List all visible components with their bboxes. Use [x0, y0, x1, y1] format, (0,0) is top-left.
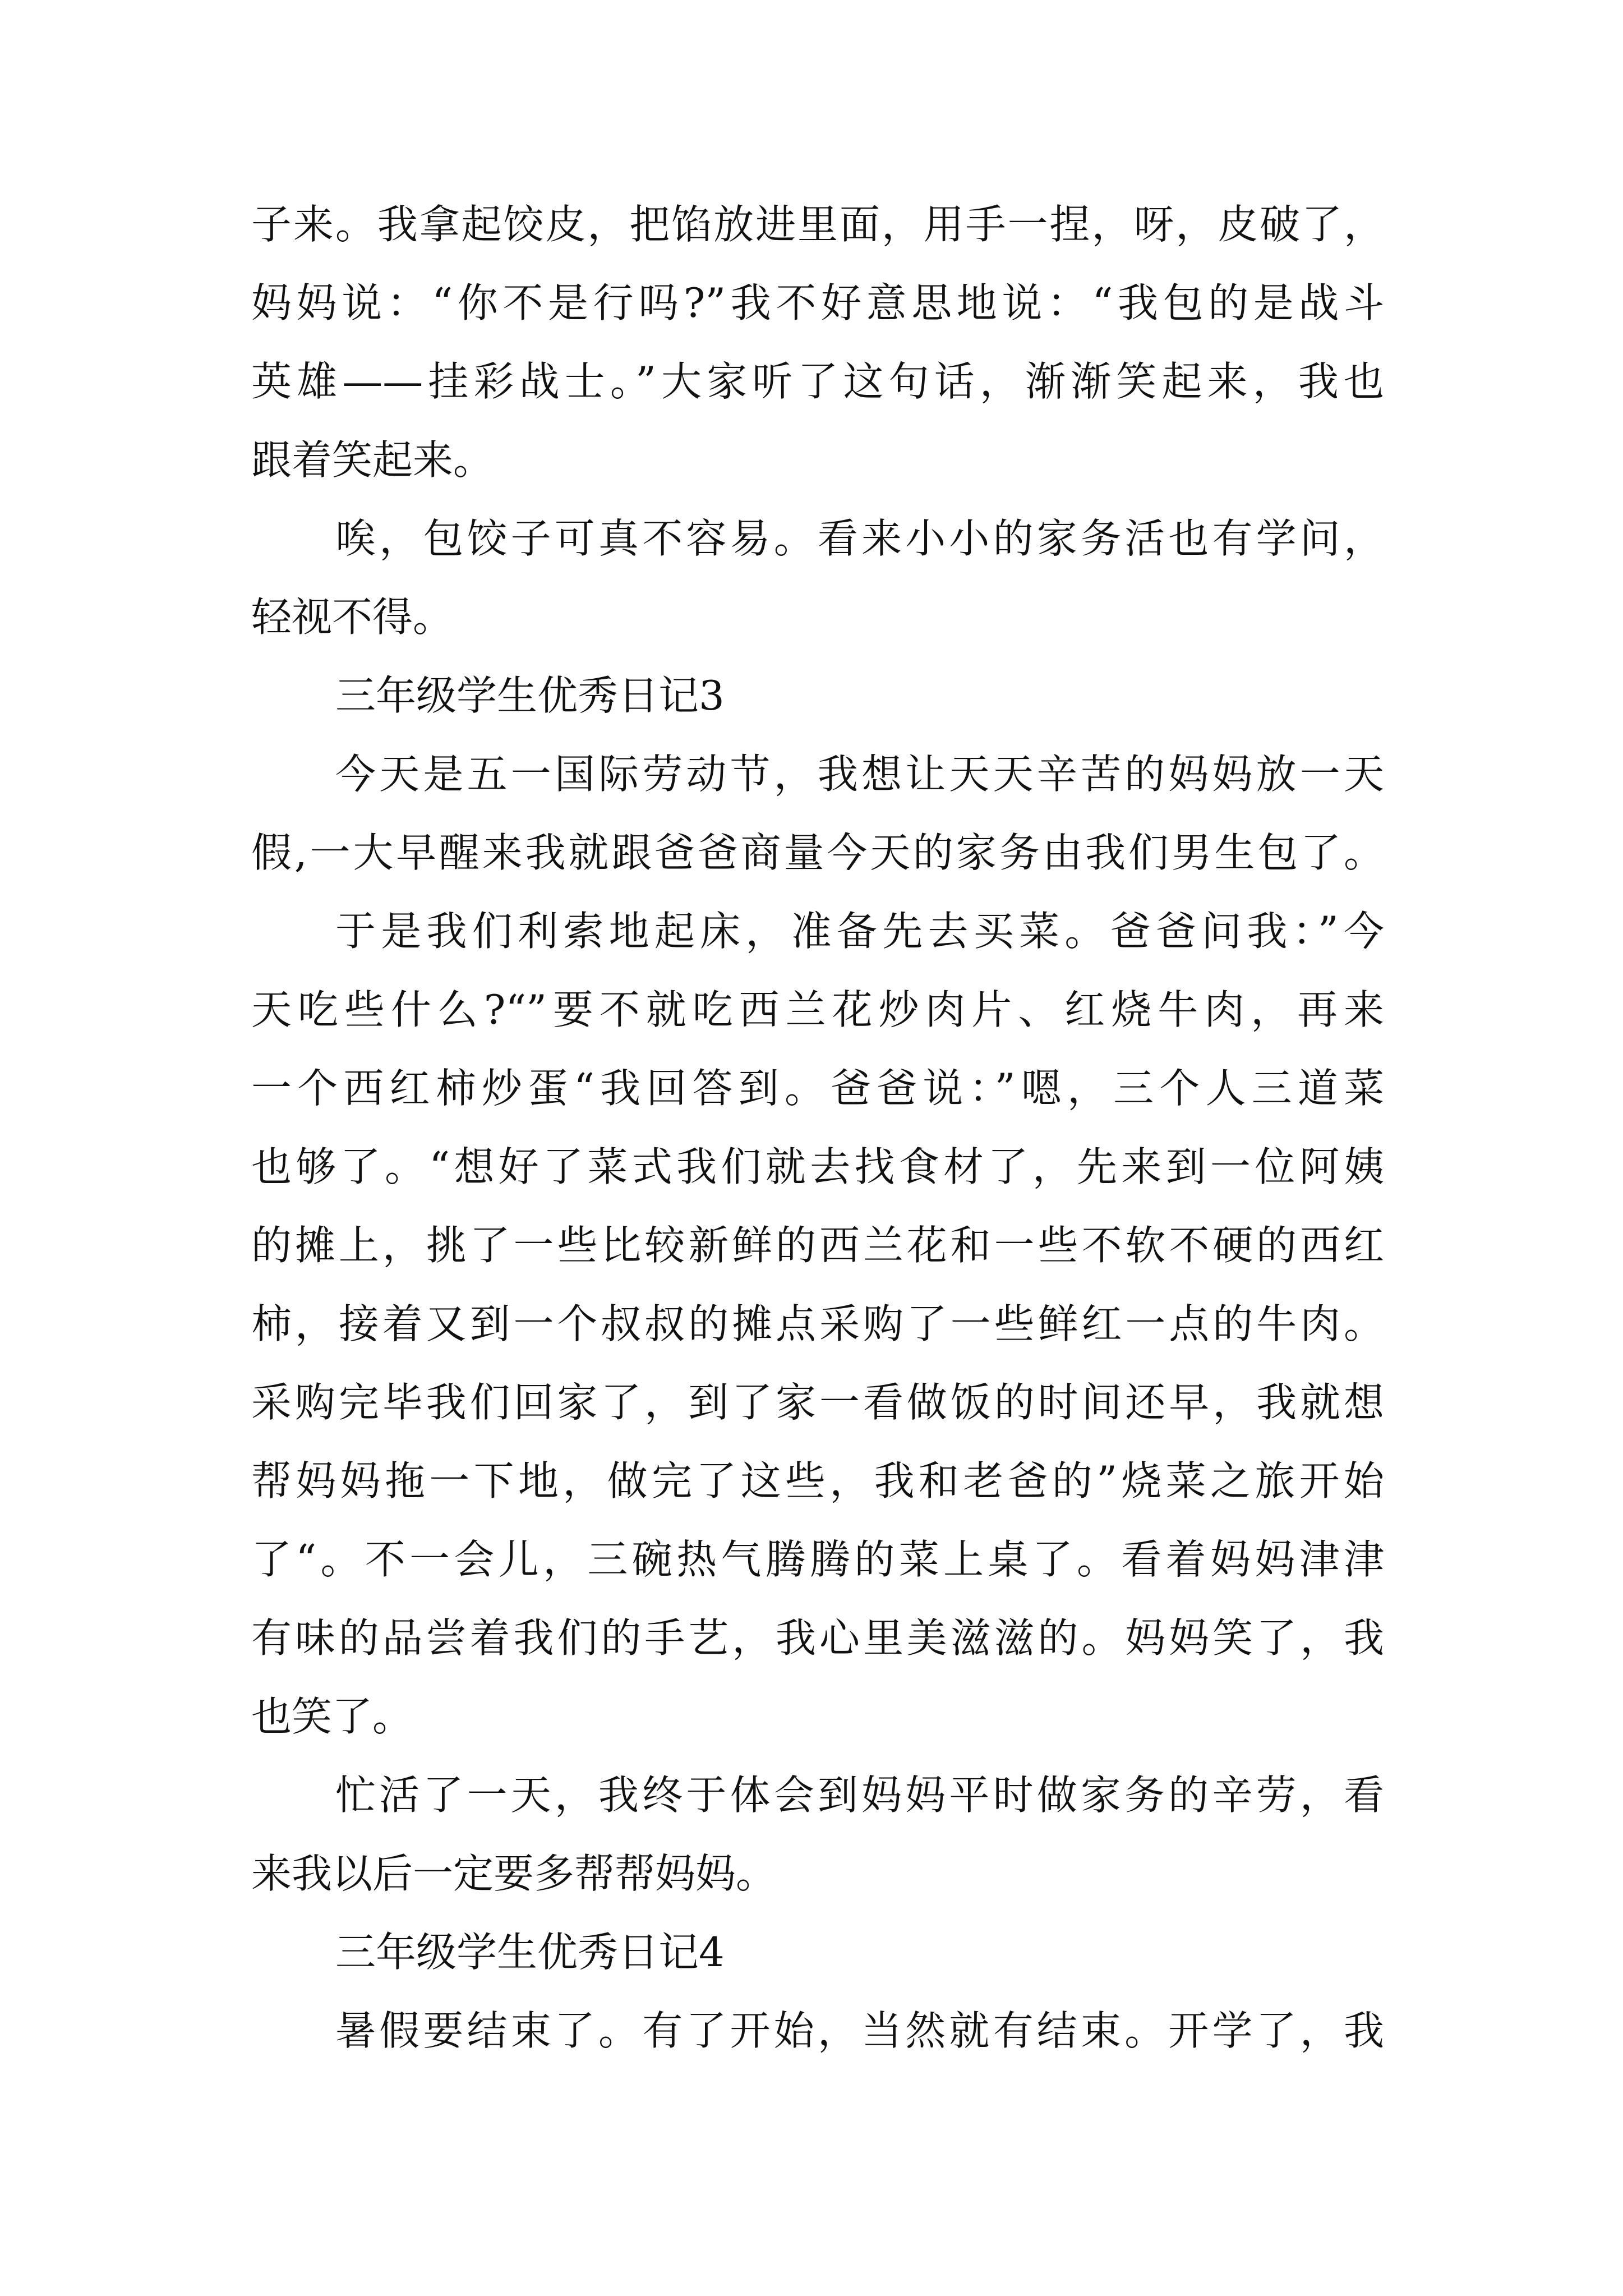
text-line: 来我以后一定要多帮帮妈妈。	[251, 1850, 777, 1897]
text-line: 今天是五一国际劳动节，我想让天天辛苦的妈妈放一天	[335, 751, 1384, 798]
text-line: 天吃些什么?“”要不就吃西兰花炒肉片、红烧牛肉，再来	[251, 986, 1384, 1033]
text-line: 跟着笑起来。	[251, 436, 494, 484]
text-line: 妈妈说：“你不是行吗?”我不好意思地说：“我包的是战斗	[251, 279, 1384, 326]
text-line: 一个西红柿炒蛋“我回答到。爸爸说：”嗯，三个人三道菜	[251, 1065, 1384, 1112]
text-line: 有味的品尝着我们的手艺，我心里美滋滋的。妈妈笑了，我	[251, 1614, 1384, 1662]
text-line: 帮妈妈拖一下地，做完了这些，我和老爸的”烧菜之旅开始	[251, 1457, 1384, 1504]
text-line: 柿，接着又到一个叔叔的摊点采购了一些鲜红一点的牛肉。	[251, 1300, 1384, 1347]
text-line: 子来。我拿起饺皮，把馅放进里面，用手一捏，呀，皮破了，	[251, 201, 1384, 248]
text-line: 忙活了一天，我终于体会到妈妈平时做家务的辛劳，看	[335, 1772, 1384, 1819]
section-heading: 三年级学生优秀日记4	[335, 1929, 725, 1976]
text-line: 于是我们利索地起床，准备先去买菜。爸爸问我：”今	[335, 908, 1384, 955]
text-line: 假,一大早醒来我就跟爸爸商量今天的家务由我们男生包了。	[251, 829, 1384, 876]
text-line: 轻视不得。	[251, 593, 454, 641]
text-line: 暑假要结束了。有了开始，当然就有结束。开学了，我	[335, 2007, 1384, 2054]
section-heading: 三年级学生优秀日记3	[335, 672, 725, 719]
text-line: 也笑了。	[251, 1693, 413, 1740]
text-line: 采购完毕我们回家了，到了家一看做饭的时间还早，我就想	[251, 1379, 1384, 1426]
text-line: 唉，包饺子可真不容易。看来小小的家务活也有学问，	[335, 515, 1384, 562]
text-line: 了“。不一会儿，三碗热气腾腾的菜上桌了。看着妈妈津津	[251, 1536, 1384, 1583]
text-line: 英雄——挂彩战士。”大家听了这句话，渐渐笑起来，我也	[251, 358, 1384, 405]
text-line: 也够了。“想好了菜式我们就去找食材了，先来到一位阿姨	[251, 1143, 1384, 1190]
text-line: 的摊上，挑了一些比较新鲜的西兰花和一些不软不硬的西红	[251, 1222, 1384, 1269]
